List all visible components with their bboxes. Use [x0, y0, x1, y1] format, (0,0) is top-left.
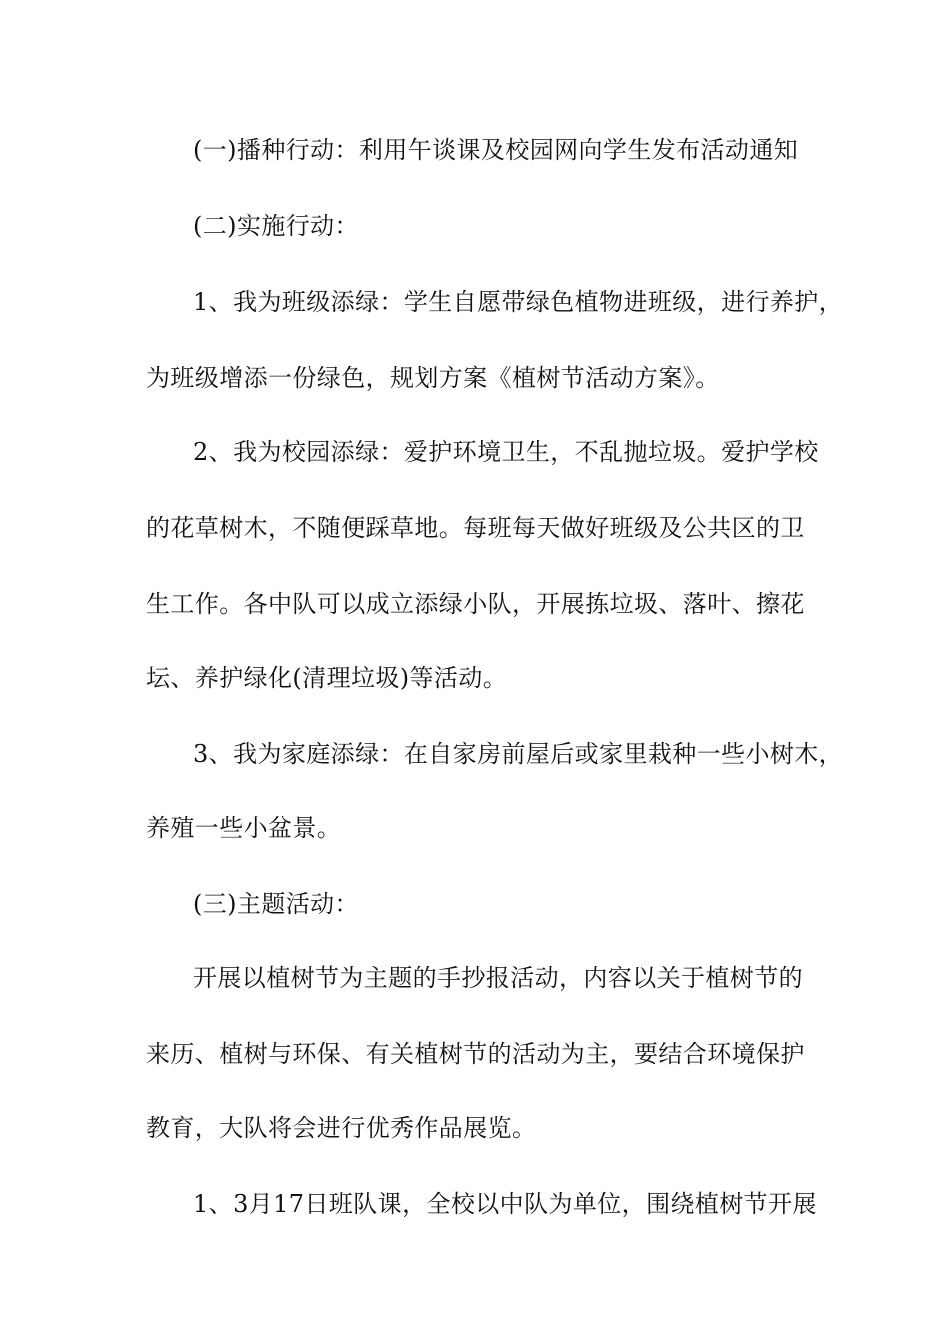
paragraph-campus-green-cont-1: 的花草树木，不随便踩草地。每班每天做好班级及公共区的卫 — [146, 514, 805, 542]
paragraph-class-green-cont: 为班级增添一份绿色，规划方案《植树节活动方案》。 — [146, 364, 720, 392]
paragraph-campus-green-cont-2: 生工作。各中队可以成立添绿小队，开展拣垃圾、落叶、擦花 — [146, 590, 805, 618]
heading-implementation: (二)实施行动： — [193, 212, 359, 240]
heading-theme-activity: (三)主题活动： — [193, 890, 359, 918]
paragraph-handcopy-newspaper: 开展以植树节为主题的手抄报活动，内容以关于植树节的 — [193, 964, 803, 992]
paragraph-class-green: 1、我为班级添绿：学生自愿带绿色植物进班级，进行养护， — [193, 288, 844, 316]
paragraph-campus-green-cont-3: 坛、养护绿化(清理垃圾)等活动。 — [146, 664, 508, 692]
paragraph-home-green: 3、我为家庭添绿：在自家房前屋后或家里栽种一些小树木， — [193, 740, 844, 768]
paragraph-handcopy-newspaper-cont-1: 来历、植树与环保、有关植树节的活动为主，要结合环境保护 — [146, 1040, 805, 1068]
paragraph-class-meeting: 1、3月17日班队课，全校以中队为单位，围绕植树节开展 — [193, 1190, 817, 1218]
paragraph-sowing-action: (一)播种行动：利用午谈课及校园网向学生发布活动通知 — [193, 136, 799, 164]
paragraph-campus-green: 2、我为校园添绿：爱护环境卫生，不乱抛垃圾。爱护学校 — [193, 438, 819, 466]
paragraph-home-green-cont: 养殖一些小盆景。 — [146, 814, 342, 842]
paragraph-handcopy-newspaper-cont-2: 教育，大队将会进行优秀作品展览。 — [146, 1114, 537, 1142]
